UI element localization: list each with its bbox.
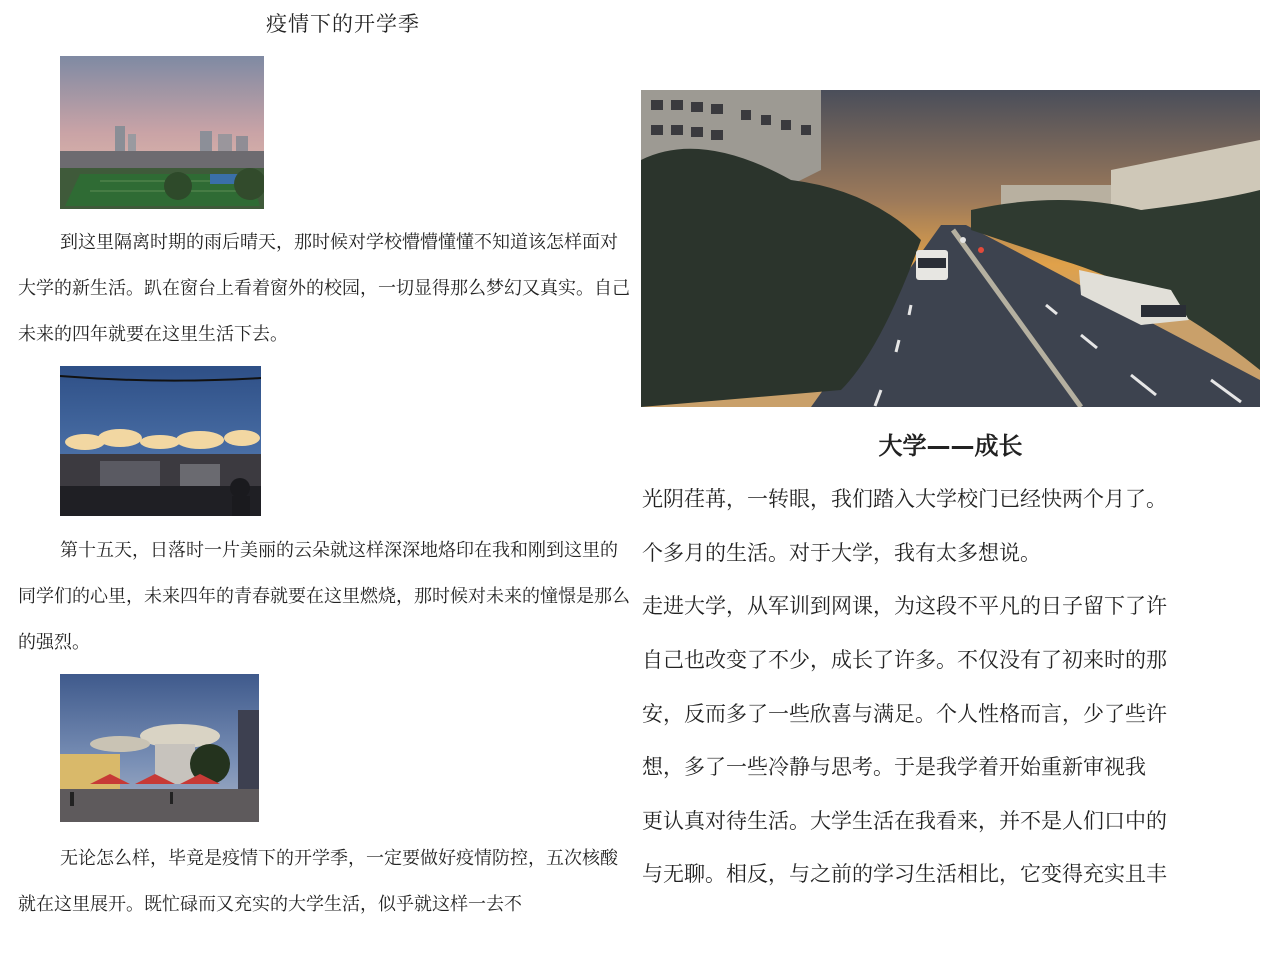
right-line-2: 个多月的生活。对于大学，我有太多想说。	[642, 541, 1041, 565]
paragraph-1: 到这里隔离时期的雨后晴天，那时候对学校懵懵懂懂不知道该怎样面对大学的新生活。趴在窗台上看着窗外的校园，一切显得那么梦幻又真实。自己未来的四年就要在这里生活下去。	[18, 232, 630, 345]
left-title: 疫情下的开学季	[266, 12, 420, 36]
right-line-7: 更认真对待生活。大学生活在我看来，并不是人们口中的	[642, 809, 1167, 833]
right-line-3: 走进大学，从军训到网课，为这段不平凡的日子留下了许	[642, 594, 1167, 618]
sunset-clouds-photo	[60, 366, 261, 516]
campus-rain-photo	[60, 56, 264, 209]
right-line-8: 与无聊。相反，与之前的学习生活相比，它变得充实且丰	[642, 862, 1167, 886]
testing-tents-photo	[60, 674, 259, 822]
right-line-6: 想，多了一些冷静与思考。于是我学着开始重新审视我	[642, 755, 1146, 779]
right-line-5: 安，反而多了一些欣喜与满足。个人性格而言，少了些许	[642, 702, 1167, 726]
paragraph-3: 无论怎么样，毕竟是疫情下的开学季，一定要做好疫情防控，五次核酸就在这里展开。既忙碌而又充实的大学生活，似乎就这样一去不	[18, 848, 618, 915]
right-line-4: 自己也改变了不少，成长了许多。不仅没有了初来时的那	[642, 648, 1167, 672]
paragraph-2: 第十五天，日落时一片美丽的云朵就这样深深地烙印在我和刚到这里的同学们的心里，未来四年的青春就要在这里燃烧，那时候对未来的憧憬是那么的强烈。	[18, 540, 630, 653]
campus-road-sunset-photo	[641, 90, 1260, 407]
right-title: 大学——成长	[878, 432, 1023, 460]
right-line-1: 光阴荏苒，一转眼，我们踏入大学校门已经快两个月了。	[642, 487, 1167, 511]
